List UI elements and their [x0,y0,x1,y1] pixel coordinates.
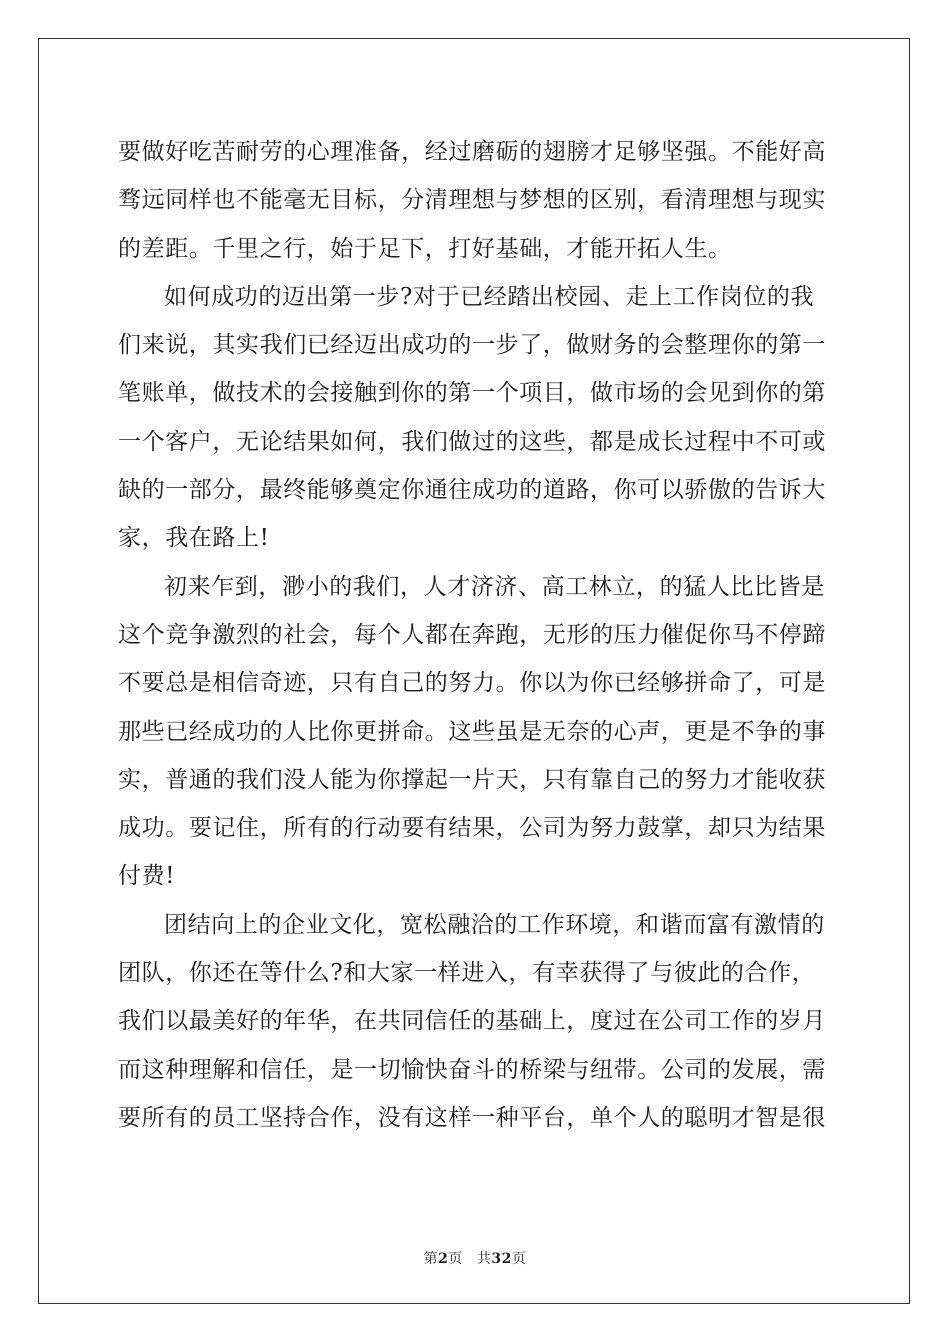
total-prefix: 共 [476,1251,492,1267]
page-prefix: 第 [423,1251,439,1267]
text-line: 笔账单，做技术的会接触到你的第一个项目，做市场的会见到你的第 [118,380,826,407]
text-line: 初来乍到，渺小的我们，人才济济、高工林立，的猛人比比皆是 [164,573,825,600]
text-line: 团队，你还在等什么?和大家一样进入，有幸获得了与彼此的合作， [118,960,816,987]
total-pages: 32 [491,1251,512,1267]
text-line: 缺的一部分，最终能够奠定你通往成功的道路，你可以骄傲的告诉大 [118,477,826,504]
text-line: 要所有的员工坚持合作，没有这样一种平台，单个人的聪明才智是很 [118,1104,826,1131]
document-body [118,128,838,1142]
text-line: 家，我在路上! [118,525,270,552]
text-line: 们来说，其实我们已经迈出成功的一步了，做财务的会整理你的第一 [118,332,826,359]
text-line: 而这种理解和信任，是一切愉快奋斗的桥梁与纽带。公司的发展，需 [118,1056,826,1083]
text-line: 如何成功的迈出第一步?对于已经踏出校园、走上工作岗位的我 [164,283,815,310]
text-line: 我们以最美好的年华，在共同信任的基础上，度过在公司工作的岁月 [118,1008,826,1035]
page-suffix: 页 [448,1251,463,1267]
text-line: 的差距。千里之行，始于足下，打好基础，才能开拓人生。 [118,235,732,262]
text-line: 一个客户，无论结果如何，我们做过的这些，都是成长过程中不可或 [118,428,826,455]
text-line: 那些已经成功的人比你更拼命。这些虽是无奈的心声，更是不争的事 [118,718,826,745]
page-footer [0,1248,950,1268]
page-number: 2 [438,1251,449,1267]
text-line: 骛远同样也不能毫无目标，分清理想与梦想的区别，看清理想与现实 [118,187,826,214]
text-line: 实，普通的我们没人能为你撑起一片天，只有靠自己的努力才能收获 [118,766,826,793]
text-line: 成功。要记住，所有的行动要有结果，公司为努力鼓掌，却只为结果 [118,815,826,842]
text-line: 付费! [118,863,176,890]
total-suffix: 页 [511,1251,527,1267]
text-line: 这个竞争激烈的社会，每个人都在奔跑，无形的压力催促你马不停蹄 [118,621,826,648]
text-line: 不要总是相信奇迹，只有自己的努力。你以为你已经够拼命了，可是 [118,670,826,697]
text-line: 要做好吃苦耐劳的心理准备，经过磨砺的翅膀才足够坚强。不能好高 [118,139,826,165]
text-line: 团结向上的企业文化，宽松融洽的工作环境，和谐而富有激情的 [164,911,825,938]
